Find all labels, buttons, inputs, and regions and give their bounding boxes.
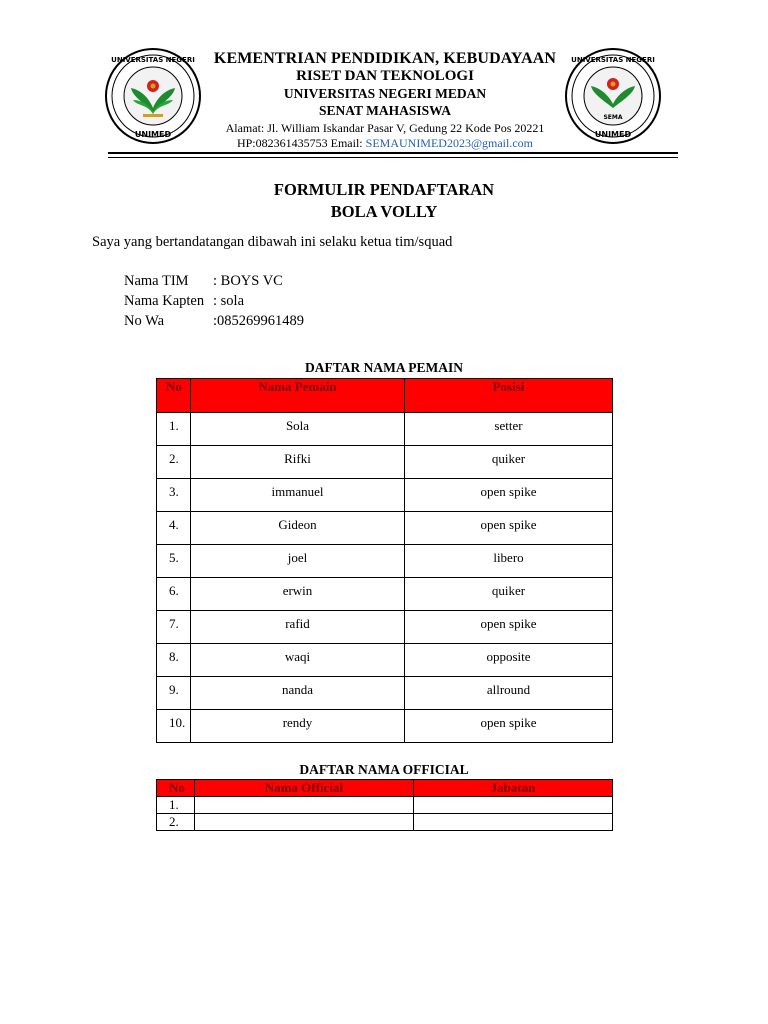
cell-text: open spike <box>480 616 537 631</box>
field-captain-name <box>124 291 244 311</box>
cell-text: 6. <box>169 583 179 598</box>
cell-text: waqi <box>284 649 311 664</box>
cell-text: quiker <box>491 583 526 598</box>
cell-text: 7. <box>169 616 179 631</box>
phone-label: HP:082361435753 Email: <box>236 136 366 150</box>
cell-text: Gideon <box>278 517 317 532</box>
cell-role <box>405 611 613 644</box>
cell-text: quiker <box>491 451 526 466</box>
letterhead <box>0 0 768 160</box>
cell-name <box>191 644 405 677</box>
col-header-official-name: Nama Official <box>195 780 414 797</box>
email-link[interactable]: SEMAUNIMED2023@gmail.com <box>365 136 534 150</box>
cell-name <box>191 710 405 743</box>
cell-text: 9. <box>169 682 179 697</box>
cell-text: 2. <box>169 451 179 466</box>
cell-text: libero <box>493 550 524 565</box>
cell-text: Rifki <box>284 451 311 466</box>
cell-text: Sola <box>285 418 310 433</box>
table-row <box>157 611 613 644</box>
cell-role <box>405 512 613 545</box>
table-row <box>157 677 613 710</box>
svg-text:UNIVERSITAS NEGERI: UNIVERSITAS NEGERI <box>111 56 195 64</box>
cell-no <box>157 446 191 479</box>
cell-text: 8. <box>169 649 179 664</box>
header-divider-thin <box>108 157 678 158</box>
cell-text: rafid <box>285 616 310 631</box>
cell-role <box>405 644 613 677</box>
field-value: : sola <box>213 293 245 309</box>
field-label: Nama Kapten <box>124 293 205 309</box>
cell-name <box>191 611 405 644</box>
cell-role <box>405 710 613 743</box>
cell-name <box>191 578 405 611</box>
table-row <box>157 413 613 446</box>
intro-text: Saya yang bertandatangan dibawah ini selaku ketua tim/squad <box>92 234 453 250</box>
cell-text: 3. <box>169 484 179 499</box>
table-row <box>157 545 613 578</box>
table-row <box>157 797 613 814</box>
cell-role <box>414 814 613 831</box>
cell-no: 1. <box>157 797 195 814</box>
cell-name <box>191 446 405 479</box>
svg-text:UNIMED: UNIMED <box>134 130 172 139</box>
form-subtitle: BOLA VOLLY <box>330 202 438 221</box>
cell-no <box>157 611 191 644</box>
table-row <box>157 512 613 545</box>
ministry-line: KEMENTRIAN PENDIDIKAN, KEBUDAYAAN <box>213 50 557 67</box>
cell-role <box>405 479 613 512</box>
players-header-row <box>157 379 613 413</box>
table-row <box>157 814 613 831</box>
officials-header-row <box>157 780 613 797</box>
table-row <box>157 446 613 479</box>
col-header-player-name: Nama Pemain <box>191 379 405 413</box>
cell-no <box>157 413 191 446</box>
cell-role <box>414 797 613 814</box>
cell-name <box>191 677 405 710</box>
cell-name <box>191 413 405 446</box>
field-team-name <box>124 271 283 291</box>
col-header-role: Jabatan <box>414 780 613 797</box>
svg-text:SEMA: SEMA <box>603 114 623 121</box>
cell-name <box>191 512 405 545</box>
svg-text:UNIVERSITAS NEGERI: UNIVERSITAS NEGERI <box>571 56 655 64</box>
cell-no <box>157 677 191 710</box>
field-label: No Wa <box>124 313 165 329</box>
cell-text: setter <box>494 418 523 433</box>
form-title: FORMULIR PENDAFTARAN <box>273 180 495 199</box>
cell-name <box>191 545 405 578</box>
university-name: UNIVERSITAS NEGERI MEDAN <box>283 86 487 101</box>
col-header-no: No <box>157 780 195 797</box>
table-row <box>157 479 613 512</box>
cell-text: 10. <box>169 715 186 730</box>
header-divider-thick <box>108 152 678 154</box>
cell-name <box>195 814 414 831</box>
cell-text: open spike <box>480 484 537 499</box>
field-value: : BOYS VC <box>213 273 283 289</box>
table-row <box>157 710 613 743</box>
cell-text: nanda <box>281 682 314 697</box>
field-value: :085269961489 <box>213 313 305 329</box>
sema-unimed-logo-right <box>563 42 663 150</box>
svg-text:UNIMED: UNIMED <box>594 130 632 139</box>
cell-text: immanuel <box>271 484 324 499</box>
ministry-line-2: RISET DAN TEKNOLOGI <box>296 68 474 84</box>
contact-line <box>180 136 590 151</box>
cell-no <box>157 479 191 512</box>
cell-no <box>157 545 191 578</box>
cell-no <box>157 644 191 677</box>
cell-text: open spike <box>480 715 537 730</box>
players-section-title: DAFTAR NAMA PEMAIN <box>305 360 463 375</box>
cell-text: opposite <box>486 649 531 664</box>
cell-no <box>157 710 191 743</box>
cell-no: 2. <box>157 814 195 831</box>
cell-name <box>195 797 414 814</box>
cell-role <box>405 578 613 611</box>
officials-table <box>156 779 613 831</box>
cell-role <box>405 446 613 479</box>
senate-name: SENAT MAHASISWA <box>319 103 451 118</box>
cell-text: 4. <box>169 517 179 532</box>
cell-no <box>157 512 191 545</box>
col-header-position: Posisi <box>405 379 613 413</box>
letterhead-text <box>180 50 590 151</box>
cell-text: 1. <box>169 418 179 433</box>
cell-name <box>191 479 405 512</box>
cell-role <box>405 677 613 710</box>
cell-text: joel <box>287 550 308 565</box>
cell-role <box>405 545 613 578</box>
table-row <box>157 644 613 677</box>
cell-text: open spike <box>480 517 537 532</box>
officials-section-title: DAFTAR NAMA OFFICIAL <box>299 762 469 777</box>
cell-role <box>405 413 613 446</box>
cell-text: 5. <box>169 550 179 565</box>
cell-text: allround <box>486 682 531 697</box>
field-whatsapp <box>124 311 304 331</box>
cell-text: erwin <box>282 583 313 598</box>
field-label: Nama TIM <box>124 273 189 289</box>
players-table <box>156 378 613 743</box>
table-row <box>157 578 613 611</box>
col-header-no: No <box>157 379 191 413</box>
address: Alamat: Jl. William Iskandar Pasar V, Gedung 22 Kode Pos 20221 <box>225 121 545 135</box>
cell-text: rendy <box>282 715 313 730</box>
cell-no <box>157 578 191 611</box>
